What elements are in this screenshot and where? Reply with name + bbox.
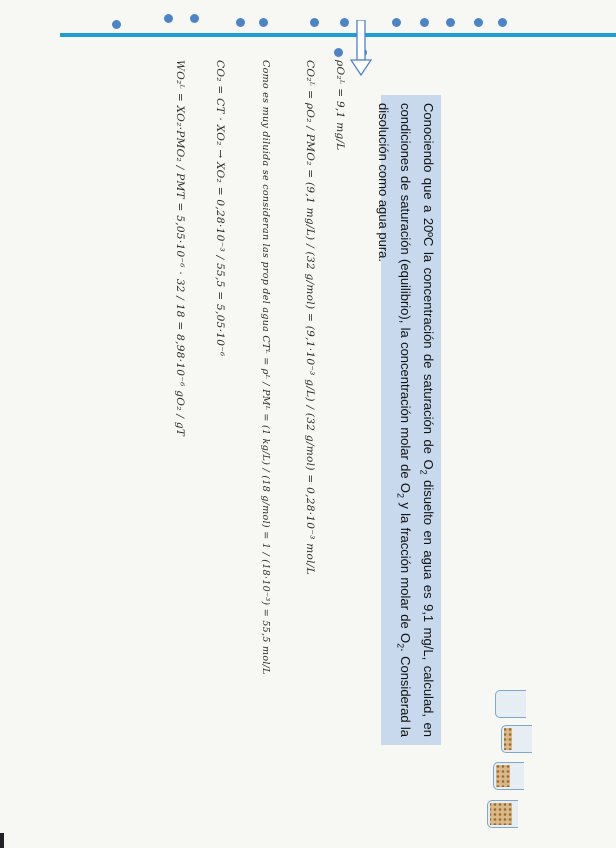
scan-edge-mark	[0, 833, 4, 848]
handwritten-line-2: CO₂ᴸ = ρO₂ / PMO₂ = (9,1 mg/L) / (32 g/mol) = (9,1·10⁻³ g/L) / (32 g/mol) = 0,28·10⁻³ mol/L	[304, 60, 316, 575]
beaker-icon	[501, 725, 532, 753]
problem-statement	[375, 95, 441, 745]
subscript-2: 2	[395, 643, 406, 649]
beaker-icon	[493, 762, 524, 790]
beaker-icon	[495, 690, 526, 718]
problem-intro: Conociendo que a 20ºC la concentración de saturación de O	[421, 103, 436, 470]
handwritten-line-5: WO₂ᴸ = XO₂·PMO₂ / PMT = 5,05·10⁻⁶ · 32 / 18 = 8,98·10⁻⁶ gO₂ / gT	[174, 60, 186, 437]
handwritten-line-1: ρO₂ᴸ = 9,1 mg/L	[334, 60, 346, 151]
problem-part2: disuelto en agua es 9,1 mg/L, calculad, en condiciones de saturación (equilibrio), la concentración molar de O	[398, 103, 436, 737]
problem-part4: . Considerad la disolución como agua pura.	[375, 103, 414, 737]
beaker-icon	[487, 800, 518, 828]
subscript-2: 2	[395, 493, 406, 499]
handwritten-line-3: Como es muy diluida se consideran las prop del agua CTᴸ = ρᴸ / PMᴸ = (1 kg/L) / (18 g/mol) = 1 / (18·10⁻³) = 55,5 mol/L	[260, 60, 271, 675]
problem-part3: y la fracción molar de O	[398, 498, 414, 644]
handwritten-line-4: CO₂ = CT · XO₂ → XO₂ = 0,28·10⁻³ / 55,5 = 5,05·10⁻⁶	[214, 60, 226, 357]
subscript-2: 2	[418, 469, 429, 475]
